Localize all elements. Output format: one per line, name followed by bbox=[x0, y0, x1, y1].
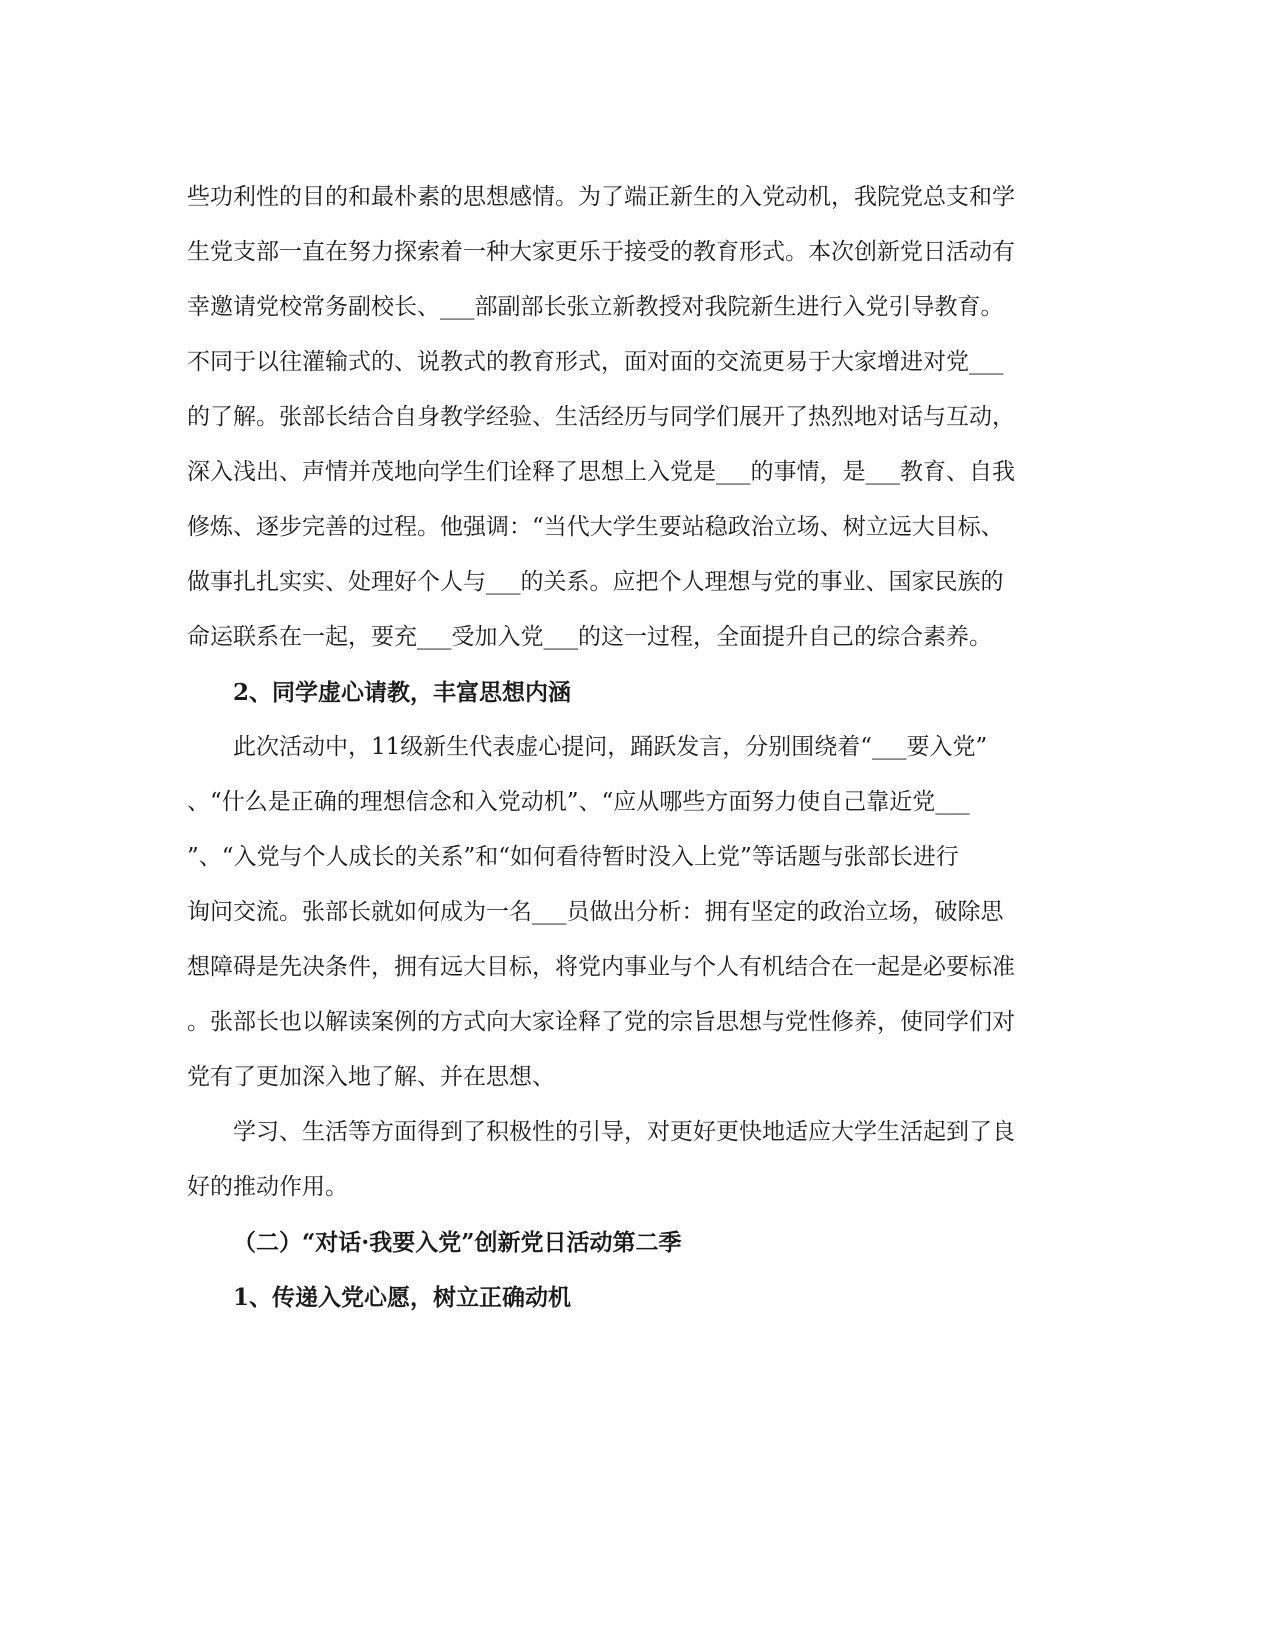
text-line: ”、“入党与个人成长的关系”和“如何看待暂时没入上党”等话题与张部长进行 bbox=[187, 844, 959, 870]
text-line: 询问交流。张部长就如何成为一名___员做出分析：拥有坚定的政治立场，破除思 bbox=[187, 899, 1004, 925]
text-line: 些功利性的目的和最朴素的思想感情。为了端正新生的入党动机，我院党总支和学 bbox=[187, 184, 1015, 210]
section-heading: （二）“对话·我要入党”创新党日活动第二季 bbox=[233, 1229, 682, 1256]
text-line: 修炼、逐步完善的过程。他强调：“当代大学生要站稳政治立场、树立远大目标、 bbox=[187, 514, 1004, 540]
text-line: 此次活动中，11级新生代表虚心提问，踊跃发言，分别围绕着“___要入党” bbox=[233, 734, 988, 760]
text-line: 命运联系在一起，要充___受加入党___的这一过程，全面提升自己的综合素养。 bbox=[187, 624, 992, 650]
paragraph-intro bbox=[187, 170, 1087, 665]
paragraph-conclusion bbox=[187, 1105, 1087, 1215]
text-line: 、“什么是正确的理想信念和入党动机”、“应从哪些方面努力使自己靠近党___ bbox=[187, 789, 970, 815]
text-line: 想障碍是先决条件，拥有远大目标，将党内事业与个人有机结合在一起是必要标准 bbox=[187, 954, 1015, 980]
text-line: 做事扎扎实实、处理好个人与___的关系。应把个人理想与党的事业、国家民族的 bbox=[187, 569, 1004, 595]
text-line: 幸邀请党校常务副校长、___部副部长张立新教授对我院新生进行入党引导教育。 bbox=[187, 294, 1004, 320]
text-line: 深入浅出、声情并茂地向学生们诠释了思想上入党是___的事情，是___教育、自我 bbox=[187, 459, 1015, 485]
text-line: 党有了更加深入地了解、并在思想、 bbox=[187, 1064, 555, 1090]
text-line: 的了解。张部长结合自身教学经验、生活经历与同学们展开了热烈地对话与互动， bbox=[187, 404, 1015, 430]
text-line: 不同于以往灌输式的、说教式的教育形式，面对面的交流更易于大家增进对党___ bbox=[187, 349, 1004, 375]
text-line: 好的推动作用。 bbox=[187, 1174, 348, 1200]
paragraph-discussion bbox=[187, 720, 1087, 1105]
text-line: 生党支部一直在努力探索着一种大家更乐于接受的教育形式。本次创新党日活动有 bbox=[187, 239, 1015, 265]
document-body bbox=[187, 170, 1087, 1325]
text-line: 学习、生活等方面得到了积极性的引导，对更好更快地适应大学生活起到了良 bbox=[233, 1119, 1015, 1145]
subheading-2: 2、同学虚心请教，丰富思想内涵 bbox=[233, 679, 572, 706]
subheading-1: 1、传递入党心愿，树立正确动机 bbox=[233, 1284, 572, 1311]
text-line: 。张部长也以解读案例的方式向大家诠释了党的宗旨思想与党性修养，使同学们对 bbox=[187, 1009, 1015, 1035]
